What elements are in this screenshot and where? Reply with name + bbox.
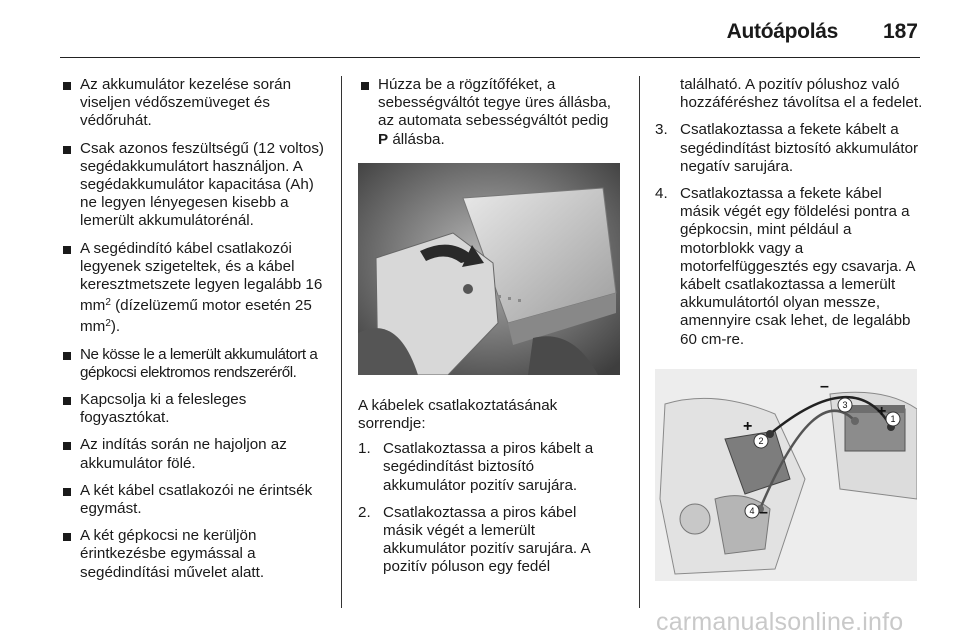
step-number: 1. xyxy=(358,440,371,458)
superscript: 2 xyxy=(105,318,111,330)
step-number: 2. xyxy=(358,503,371,521)
header-rule xyxy=(60,57,920,58)
bullet-text: Csak azonos feszültségű (12 voltos) segédakkumulátort használjon. A segédakkumulátor kapacitása (Ah) ne legyen lényegesen kisebb a lemerült akkumulátorénál. xyxy=(80,139,324,230)
page-number: 187 xyxy=(882,20,918,43)
step-item xyxy=(358,504,620,577)
jump-start-diagram xyxy=(655,369,917,581)
column-1 xyxy=(60,76,330,591)
step-item xyxy=(358,440,620,495)
column-3 xyxy=(655,76,925,581)
bullet-text: Az akkumulátor kezelése során viseljen védőszemüveget és védőruhát. xyxy=(80,76,292,130)
bullet-text: Húzza be a rögzítőféket, a sebességváltót tegye üres állásba, az automata sebességváltót pedig xyxy=(378,76,612,130)
step-number: 4. xyxy=(655,185,668,203)
step-text: Csatlakoztassa a piros kábel másik végét a lemerült akkumulátor pozitív sarujára. A pozitív póluson egy fedél xyxy=(383,503,590,576)
bullet-item xyxy=(60,76,330,131)
bullet-item xyxy=(60,482,330,518)
column-divider-1 xyxy=(341,76,342,608)
callout-number: 3 xyxy=(842,399,848,410)
bullet-text: Ne kösse le a lemerült akkumulátort a gépkocsi elektromos rendszeréről. xyxy=(80,345,318,381)
bullet-text: állásba. xyxy=(388,130,445,148)
plus-label: + xyxy=(877,402,887,420)
callout-number: 1 xyxy=(890,413,896,424)
step-number: 3. xyxy=(655,121,668,139)
bullet-item xyxy=(60,436,330,472)
bullet-item xyxy=(60,391,330,427)
continuation-text: található. A pozitív pólushoz való hozzáféréshez távolítsa el a fedelet. xyxy=(680,76,923,112)
bullet-item xyxy=(358,76,620,149)
minus-label: – xyxy=(759,503,768,521)
callout-number: 2 xyxy=(758,435,764,446)
step-item xyxy=(655,121,925,176)
bullet-item xyxy=(60,346,330,382)
step-text: Csatlakoztassa a fekete kábelt a segédindítást biztosító akkumulátor negatív sarujára. xyxy=(680,121,919,175)
bullet-item xyxy=(60,527,330,582)
bullet-text: A két gépkocsi ne kerüljön érintkezésbe egymással a segédindítási művelet alatt. xyxy=(80,527,265,581)
bullet-item xyxy=(60,240,330,337)
minus-label: – xyxy=(820,377,829,395)
page-header xyxy=(0,14,918,48)
callout-number: 4 xyxy=(749,505,755,516)
bullet-text: A két kábel csatlakozói ne érintsék egymást. xyxy=(80,481,313,518)
plus-label: + xyxy=(743,417,753,435)
battery-cover-photo xyxy=(358,163,620,375)
step-text: Csatlakoztassa a piros kábelt a segédindítást biztosító akkumulátor pozitív sarujára. xyxy=(383,440,594,494)
bullet-text: A segédindító kábel csatlakozói legyenek szigeteltek, és a kábel keresztmetszete legyen legalább 16 mm xyxy=(80,239,323,315)
bullet-item xyxy=(60,140,330,231)
bullet-text: Kapcsolja ki a felesleges fogyasztókat. xyxy=(80,391,247,427)
column-divider-2 xyxy=(639,76,640,608)
bullet-text: (dízelüzemű motor esetén 25 mm xyxy=(80,297,312,336)
watermark: carmanualsonline.info xyxy=(656,608,904,636)
paragraph: A kábelek csatlakoztatásának sorrendje: xyxy=(358,396,558,433)
superscript: 2 xyxy=(105,297,111,309)
gear-position-p: P xyxy=(378,130,389,148)
step-item xyxy=(655,185,925,349)
step-text: Csatlakoztassa a fekete kábel másik végét egy földelési pontra a gépkocsin, mint például a motorblokk vagy a motorfelfüggesztés egy csavarja. A kábelt csatlakoztassa a lemerült akkumulátortól olyan messze, amennyire csak lehet, de legalább 60 cm-re. xyxy=(680,185,915,348)
page-title: Autóápolás xyxy=(726,20,838,43)
bullet-text: Az indítás során ne hajoljon az akkumulátor fölé. xyxy=(80,436,287,472)
column-2 xyxy=(358,76,620,586)
bullet-text: ). xyxy=(110,318,121,336)
